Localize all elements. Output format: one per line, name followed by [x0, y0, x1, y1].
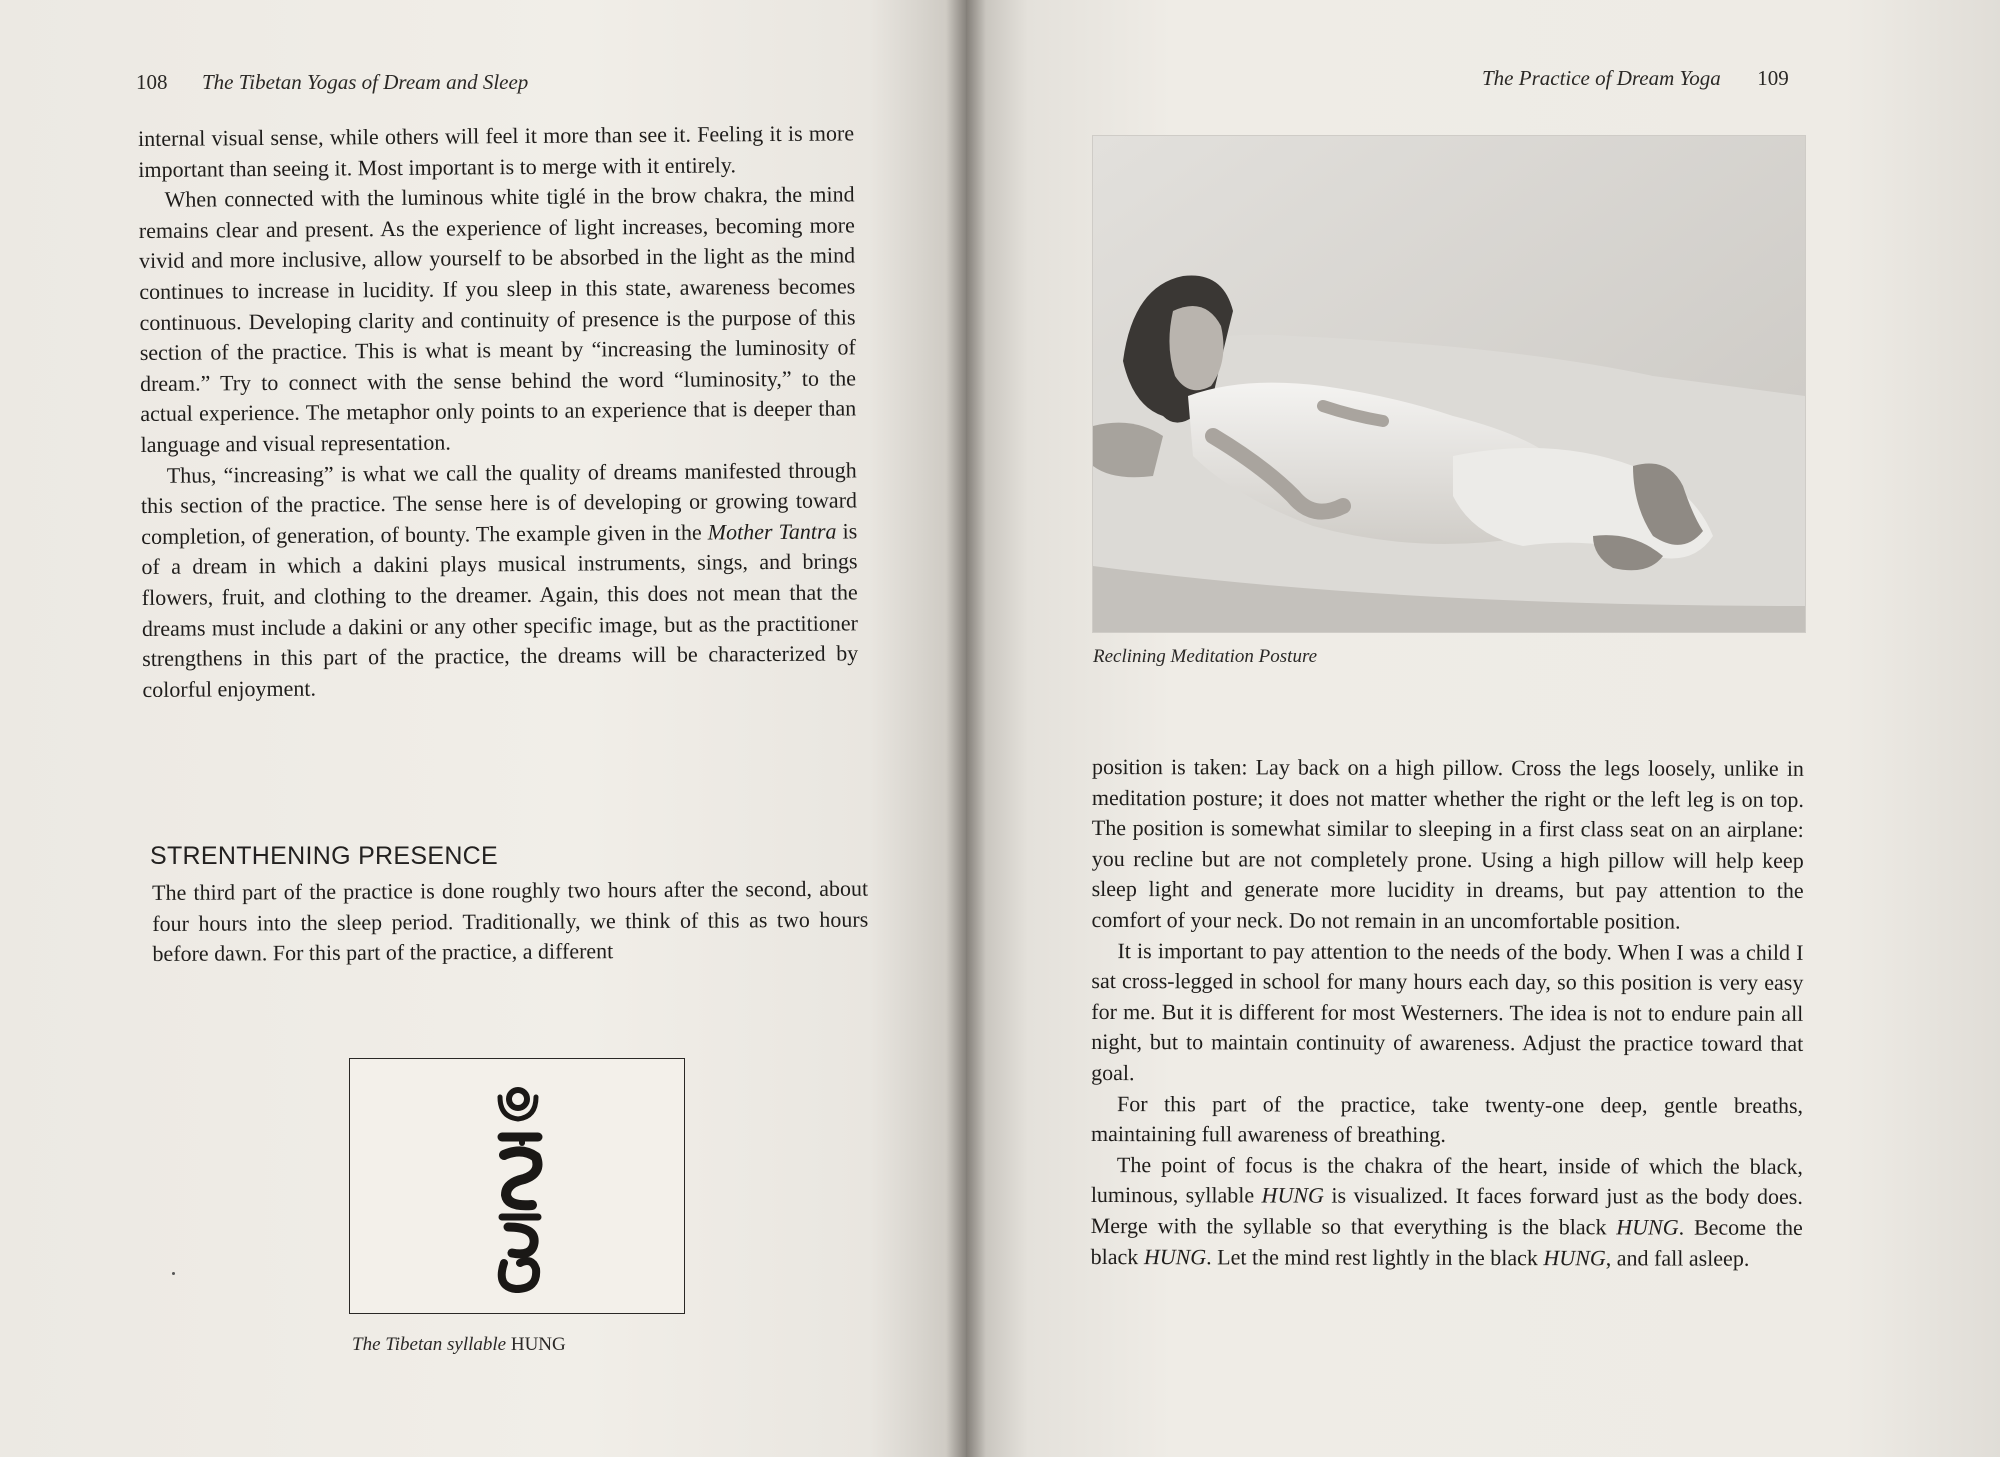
- left-paragraph-3: [141, 455, 859, 705]
- left-paragraph-2: When connected with the luminous white tiglé in the brow chakra, the mind remains clear and present. As the experience of light increases, becoming more vivid and more inclusive, allow yourself to be absorbed in the light as the mind continues to increase in lucidity. If you sleep in this state, awareness becomes continuous. Developing clarity and continuity of presence is the purpose of this section of the practice. This is what is meant by “increasing the luminosity of dream.” Try to connect with the sense behind the word “luminosity,” to the actual experience. The metaphor only points to an experience that is deeper than language and visual representation.: [138, 181, 857, 457]
- left-paragraph-3-italic: Mother Tantra: [707, 518, 837, 545]
- right-paragraph-4-a: The point of focus is the chakra of the heart, inside of which the black, luminous, syllable: [1090, 1151, 1803, 1208]
- left-page-number: 108: [136, 70, 168, 94]
- right-paragraph-4: [1091, 1150, 1803, 1274]
- book-gutter: [946, 0, 986, 1457]
- paper-speck: [172, 1272, 175, 1275]
- left-page: [0, 0, 966, 1457]
- right-paragraph-4-d: . Let the mind rest lightly in the black: [1206, 1243, 1544, 1270]
- left-running-head: [136, 70, 528, 95]
- section-body-text: [152, 874, 869, 970]
- right-body-text: [1091, 752, 1804, 1274]
- right-paragraph-4-b: is visualized. It faces forward just as the body does. Merge with the syllable so that everything is the black: [1090, 1182, 1803, 1240]
- hung-figure-caption: [352, 1334, 566, 1356]
- right-paragraph-4-c: . Become the black: [1090, 1214, 1803, 1269]
- right-running-head: [1482, 66, 1789, 91]
- left-paragraph-3-after: is of a dream in which a dakini plays musical instruments, sings, and brings flowers, fruit, and clothing to the dreamer. Again, this does not mean that the dreams must include a dakini or any other specific image, but as the practitioner strengthens in this part of the practice, the dreams will be characterized by colorful enjoyment.: [141, 518, 859, 702]
- hung-caption-italic: The Tibetan syllable: [352, 1334, 507, 1355]
- right-paragraph-4-hung-2: HUNG: [1616, 1214, 1679, 1240]
- tibetan-syllable-figure: [349, 1058, 685, 1314]
- section-paragraph: The third part of the practice is done roughly two hours after the second, about four hours into the sleep period. Traditionally, we think of this as two hours before dawn. For this part of the practice, a different: [152, 875, 869, 967]
- left-paragraph-3-before: Thus, “increasing” is what we call the quality of dreams manifested through this section of the practice. The sense here is of developing or growing toward completion, of generation, of bounty. The example given in the: [140, 456, 858, 549]
- right-paragraph-4-e: , and fall asleep.: [1605, 1244, 1750, 1271]
- left-book-title: The Tibetan Yogas of Dream and Sleep: [202, 70, 529, 94]
- section-heading: STRENTHENING PRESENCE: [150, 842, 499, 870]
- reclining-figure-image: [1093, 136, 1805, 632]
- left-body-text: [138, 118, 859, 705]
- tibetan-syllable-hung-icon: [482, 1077, 552, 1297]
- photo-caption: Reclining Meditation Posture: [1093, 646, 1318, 667]
- right-paragraph-2: It is important to pay attention to the needs of the body. When I was a child I sat cross-legged in school for many hours each day, so this position is very easy for me. But it is different for most Westerners. The idea is not to endure pain all night, but to maintain continuity of awareness. Adjust the practice toward that goal.: [1091, 937, 1804, 1086]
- right-paragraph-4-hung-3: HUNG: [1143, 1243, 1207, 1269]
- hung-caption-plain: HUNG: [510, 1334, 566, 1355]
- right-chapter-title: The Practice of Dream Yoga: [1482, 66, 1721, 90]
- right-paragraph-1: position is taken: Lay back on a high pillow. Cross the legs loosely, unlike in meditation posture; it does not matter whether the right or the left leg is on top. The position is somewhat similar to sleeping in a first class seat on an airplane: you recline but are not completely prone. Using a high pillow will help keep sleep light and generate more lucidity in dreams, but pay attention to the comfort of your neck. Do not remain in an uncomfortable position.: [1091, 754, 1804, 934]
- right-paragraph-4-hung-1: HUNG: [1261, 1182, 1324, 1208]
- reclining-meditation-photo: [1092, 135, 1806, 633]
- right-page-number: 109: [1757, 66, 1789, 90]
- right-paragraph-3: For this part of the practice, take twenty-one deep, gentle breaths, maintaining full awareness of breathing.: [1090, 1090, 1804, 1148]
- left-paragraph-1: internal visual sense, while others will feel it more than see it. Feeling it is more important than seeing it. Most important is to merge with it entirely.: [138, 120, 855, 182]
- right-paragraph-4-hung-4: HUNG: [1543, 1244, 1606, 1270]
